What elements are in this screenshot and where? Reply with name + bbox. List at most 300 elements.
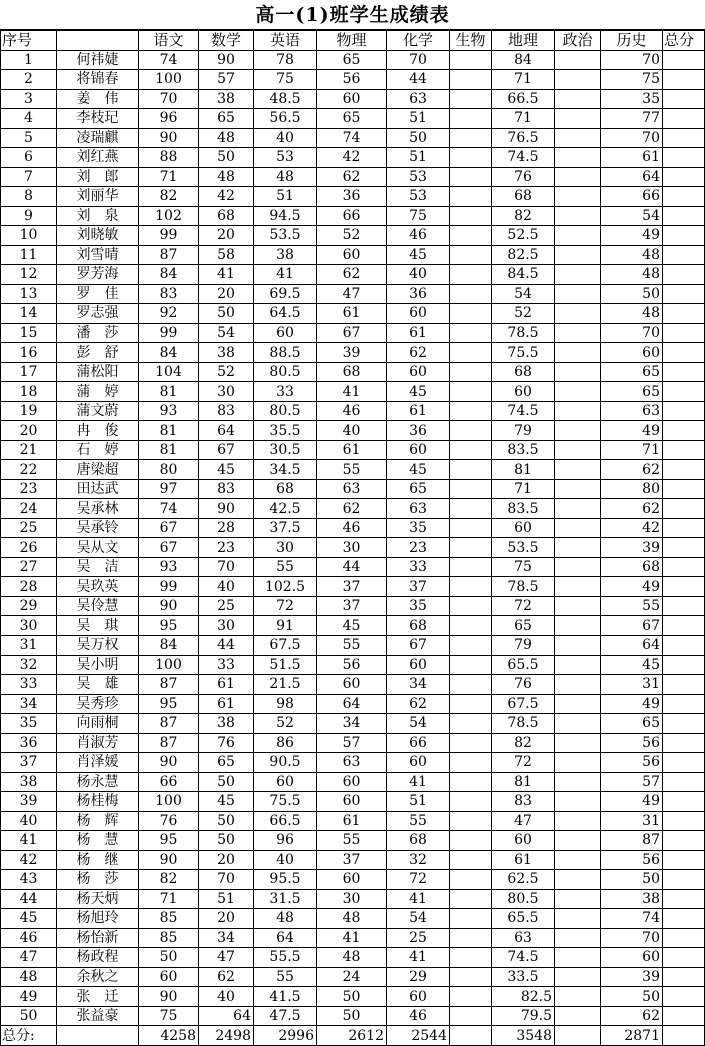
- cell-name[interactable]: 将锦春: [57, 70, 139, 90]
- cell-english[interactable]: 75.5: [254, 792, 317, 812]
- cell-history[interactable]: 60: [601, 343, 663, 363]
- cell-biology[interactable]: [450, 616, 492, 636]
- cell-name[interactable]: 凌瑞麒: [57, 128, 139, 148]
- cell-total[interactable]: [663, 714, 705, 734]
- cell-name[interactable]: 向雨桐: [57, 714, 139, 734]
- cell-chemistry[interactable]: 35: [387, 518, 450, 538]
- cell-seq[interactable]: 47: [1, 948, 57, 968]
- cell-total[interactable]: [663, 89, 705, 109]
- cell-name[interactable]: 姜 伟: [57, 89, 139, 109]
- cell-seq[interactable]: 26: [1, 538, 57, 558]
- cell-english[interactable]: 80.5: [254, 401, 317, 421]
- cell-total[interactable]: [663, 675, 705, 695]
- cell-politics[interactable]: [555, 206, 601, 226]
- cell-geography[interactable]: 65.5: [492, 655, 555, 675]
- cell-chemistry[interactable]: 46: [387, 226, 450, 246]
- cell-chinese[interactable]: 84: [139, 635, 199, 655]
- cell-physics[interactable]: 46: [317, 518, 387, 538]
- cell-total[interactable]: [663, 987, 705, 1007]
- cell-seq[interactable]: 23: [1, 479, 57, 499]
- cell-name[interactable]: 刘 郎: [57, 167, 139, 187]
- cell-total[interactable]: [663, 362, 705, 382]
- cell-seq[interactable]: 34: [1, 694, 57, 714]
- cell-physics[interactable]: 56: [317, 70, 387, 90]
- cell-physics[interactable]: 62: [317, 265, 387, 285]
- cell-name[interactable]: 吴 琪: [57, 616, 139, 636]
- cell-math[interactable]: 64: [199, 1006, 254, 1026]
- total-math[interactable]: 2498: [199, 1026, 254, 1046]
- cell-politics[interactable]: [555, 70, 601, 90]
- cell-seq[interactable]: 16: [1, 343, 57, 363]
- cell-seq[interactable]: 7: [1, 167, 57, 187]
- cell-biology[interactable]: [450, 518, 492, 538]
- cell-history[interactable]: 38: [601, 889, 663, 909]
- cell-geography[interactable]: 68: [492, 362, 555, 382]
- cell-name[interactable]: 刘晓敏: [57, 226, 139, 246]
- cell-geography[interactable]: 80.5: [492, 889, 555, 909]
- cell-biology[interactable]: [450, 655, 492, 675]
- cell-seq[interactable]: 8: [1, 187, 57, 207]
- cell-chinese[interactable]: 85: [139, 909, 199, 929]
- cell-seq[interactable]: 33: [1, 675, 57, 695]
- cell-total[interactable]: [663, 948, 705, 968]
- cell-politics[interactable]: [555, 304, 601, 324]
- cell-chinese[interactable]: 85: [139, 928, 199, 948]
- cell-politics[interactable]: [555, 675, 601, 695]
- cell-geography[interactable]: 52.5: [492, 226, 555, 246]
- cell-total[interactable]: [663, 499, 705, 519]
- cell-name[interactable]: 肖淑芳: [57, 733, 139, 753]
- cell-history[interactable]: 50: [601, 870, 663, 890]
- cell-chinese[interactable]: 95: [139, 694, 199, 714]
- cell-geography[interactable]: 83.5: [492, 440, 555, 460]
- cell-politics[interactable]: [555, 616, 601, 636]
- cell-total[interactable]: [663, 518, 705, 538]
- cell-math[interactable]: 34: [199, 928, 254, 948]
- cell-geography[interactable]: 82.5: [492, 245, 555, 265]
- cell-politics[interactable]: [555, 440, 601, 460]
- cell-chemistry[interactable]: 54: [387, 714, 450, 734]
- cell-math[interactable]: 25: [199, 596, 254, 616]
- cell-chinese[interactable]: 71: [139, 889, 199, 909]
- cell-name[interactable]: 罗芳海: [57, 265, 139, 285]
- cell-physics[interactable]: 24: [317, 967, 387, 987]
- cell-total[interactable]: [663, 245, 705, 265]
- cell-politics[interactable]: [555, 499, 601, 519]
- cell-total[interactable]: [663, 206, 705, 226]
- cell-physics[interactable]: 36: [317, 187, 387, 207]
- cell-english[interactable]: 60: [254, 772, 317, 792]
- cell-seq[interactable]: 18: [1, 382, 57, 402]
- cell-chemistry[interactable]: 63: [387, 499, 450, 519]
- cell-seq[interactable]: 2: [1, 70, 57, 90]
- cell-english[interactable]: 53.5: [254, 226, 317, 246]
- cell-name[interactable]: 杨天炳: [57, 889, 139, 909]
- cell-history[interactable]: 64: [601, 635, 663, 655]
- cell-seq[interactable]: 22: [1, 460, 57, 480]
- cell-chinese[interactable]: 50: [139, 948, 199, 968]
- cell-name[interactable]: 潘 莎: [57, 323, 139, 343]
- cell-total[interactable]: [663, 753, 705, 773]
- cell-english[interactable]: 30: [254, 538, 317, 558]
- cell-biology[interactable]: [450, 850, 492, 870]
- cell-biology[interactable]: [450, 694, 492, 714]
- cell-physics[interactable]: 47: [317, 284, 387, 304]
- cell-chinese[interactable]: 81: [139, 421, 199, 441]
- cell-total[interactable]: [663, 909, 705, 929]
- cell-physics[interactable]: 40: [317, 421, 387, 441]
- cell-chemistry[interactable]: 62: [387, 694, 450, 714]
- cell-history[interactable]: 66: [601, 187, 663, 207]
- cell-total[interactable]: [663, 284, 705, 304]
- cell-history[interactable]: 61: [601, 148, 663, 168]
- cell-math[interactable]: 20: [199, 850, 254, 870]
- cell-seq[interactable]: 10: [1, 226, 57, 246]
- cell-physics[interactable]: 60: [317, 792, 387, 812]
- cell-biology[interactable]: [450, 479, 492, 499]
- cell-biology[interactable]: [450, 187, 492, 207]
- cell-english[interactable]: 95.5: [254, 870, 317, 890]
- cell-chinese[interactable]: 102: [139, 206, 199, 226]
- cell-biology[interactable]: [450, 889, 492, 909]
- cell-politics[interactable]: [555, 753, 601, 773]
- cell-history[interactable]: 56: [601, 850, 663, 870]
- cell-physics[interactable]: 37: [317, 850, 387, 870]
- cell-chemistry[interactable]: 36: [387, 421, 450, 441]
- cell-seq[interactable]: 49: [1, 987, 57, 1007]
- cell-chinese[interactable]: 100: [139, 70, 199, 90]
- cell-politics[interactable]: [555, 518, 601, 538]
- cell-biology[interactable]: [450, 226, 492, 246]
- cell-english[interactable]: 98: [254, 694, 317, 714]
- cell-biology[interactable]: [450, 440, 492, 460]
- cell-name[interactable]: 吴 洁: [57, 557, 139, 577]
- cell-chinese[interactable]: 76: [139, 811, 199, 831]
- header-physics[interactable]: 物理: [317, 31, 387, 51]
- cell-chemistry[interactable]: 60: [387, 987, 450, 1007]
- cell-total[interactable]: [663, 304, 705, 324]
- cell-physics[interactable]: 67: [317, 323, 387, 343]
- cell-history[interactable]: 57: [601, 772, 663, 792]
- cell-math[interactable]: 30: [199, 382, 254, 402]
- cell-name[interactable]: 肖泽媛: [57, 753, 139, 773]
- cell-name[interactable]: 何祎婕: [57, 50, 139, 70]
- cell-chinese[interactable]: 87: [139, 714, 199, 734]
- cell-english[interactable]: 35.5: [254, 421, 317, 441]
- cell-geography[interactable]: 74.5: [492, 401, 555, 421]
- cell-biology[interactable]: [450, 70, 492, 90]
- cell-politics[interactable]: [555, 655, 601, 675]
- cell-math[interactable]: 20: [199, 226, 254, 246]
- cell-math[interactable]: 54: [199, 323, 254, 343]
- cell-physics[interactable]: 60: [317, 870, 387, 890]
- cell-english[interactable]: 94.5: [254, 206, 317, 226]
- cell-history[interactable]: 60: [601, 948, 663, 968]
- cell-history[interactable]: 49: [601, 694, 663, 714]
- cell-english[interactable]: 40: [254, 850, 317, 870]
- cell-biology[interactable]: [450, 499, 492, 519]
- cell-chemistry[interactable]: 35: [387, 596, 450, 616]
- cell-geography[interactable]: 81: [492, 772, 555, 792]
- cell-seq[interactable]: 27: [1, 557, 57, 577]
- cell-politics[interactable]: [555, 987, 601, 1007]
- cell-biology[interactable]: [450, 245, 492, 265]
- cell-politics[interactable]: [555, 772, 601, 792]
- cell-chemistry[interactable]: 75: [387, 206, 450, 226]
- cell-math[interactable]: 61: [199, 694, 254, 714]
- cell-geography[interactable]: 75: [492, 557, 555, 577]
- cell-geography[interactable]: 60: [492, 518, 555, 538]
- cell-name[interactable]: 李枝玘: [57, 109, 139, 129]
- cell-math[interactable]: 38: [199, 343, 254, 363]
- cell-physics[interactable]: 68: [317, 362, 387, 382]
- cell-name[interactable]: 吴 雄: [57, 675, 139, 695]
- cell-seq[interactable]: 4: [1, 109, 57, 129]
- cell-physics[interactable]: 57: [317, 733, 387, 753]
- cell-history[interactable]: 50: [601, 284, 663, 304]
- cell-chinese[interactable]: 93: [139, 557, 199, 577]
- cell-seq[interactable]: 32: [1, 655, 57, 675]
- cell-math[interactable]: 83: [199, 401, 254, 421]
- cell-physics[interactable]: 45: [317, 616, 387, 636]
- cell-english[interactable]: 33: [254, 382, 317, 402]
- cell-history[interactable]: 55: [601, 596, 663, 616]
- cell-geography[interactable]: 82: [492, 206, 555, 226]
- cell-biology[interactable]: [450, 870, 492, 890]
- cell-total[interactable]: [663, 616, 705, 636]
- cell-physics[interactable]: 66: [317, 206, 387, 226]
- cell-chemistry[interactable]: 66: [387, 733, 450, 753]
- cell-physics[interactable]: 62: [317, 167, 387, 187]
- cell-chinese[interactable]: 95: [139, 616, 199, 636]
- cell-english[interactable]: 56.5: [254, 109, 317, 129]
- cell-chemistry[interactable]: 51: [387, 792, 450, 812]
- cell-physics[interactable]: 55: [317, 460, 387, 480]
- cell-biology[interactable]: [450, 304, 492, 324]
- cell-chemistry[interactable]: 40: [387, 265, 450, 285]
- cell-english[interactable]: 30.5: [254, 440, 317, 460]
- cell-chemistry[interactable]: 53: [387, 187, 450, 207]
- cell-total[interactable]: [663, 577, 705, 597]
- cell-biology[interactable]: [450, 577, 492, 597]
- cell-physics[interactable]: 48: [317, 909, 387, 929]
- cell-politics[interactable]: [555, 128, 601, 148]
- cell-chinese[interactable]: 83: [139, 284, 199, 304]
- cell-politics[interactable]: [555, 870, 601, 890]
- cell-total[interactable]: [663, 557, 705, 577]
- cell-total[interactable]: [663, 187, 705, 207]
- cell-seq[interactable]: 5: [1, 128, 57, 148]
- cell-seq[interactable]: 9: [1, 206, 57, 226]
- cell-geography[interactable]: 47: [492, 811, 555, 831]
- cell-chinese[interactable]: 60: [139, 967, 199, 987]
- cell-physics[interactable]: 63: [317, 753, 387, 773]
- cell-total[interactable]: [663, 226, 705, 246]
- cell-history[interactable]: 56: [601, 753, 663, 773]
- cell-chemistry[interactable]: 46: [387, 1006, 450, 1026]
- cell-total[interactable]: [663, 792, 705, 812]
- cell-history[interactable]: 62: [601, 460, 663, 480]
- cell-politics[interactable]: [555, 850, 601, 870]
- cell-seq[interactable]: 42: [1, 850, 57, 870]
- cell-total[interactable]: [663, 109, 705, 129]
- cell-politics[interactable]: [555, 50, 601, 70]
- cell-history[interactable]: 42: [601, 518, 663, 538]
- cell-seq[interactable]: 40: [1, 811, 57, 831]
- cell-physics[interactable]: 65: [317, 109, 387, 129]
- cell-total[interactable]: [663, 440, 705, 460]
- cell-geography[interactable]: 84: [492, 50, 555, 70]
- cell-history[interactable]: 62: [601, 499, 663, 519]
- cell-chinese[interactable]: 99: [139, 323, 199, 343]
- cell-name[interactable]: 罗志强: [57, 304, 139, 324]
- cell-english[interactable]: 64: [254, 928, 317, 948]
- cell-chemistry[interactable]: 60: [387, 753, 450, 773]
- cell-math[interactable]: 44: [199, 635, 254, 655]
- cell-math[interactable]: 50: [199, 811, 254, 831]
- cell-math[interactable]: 70: [199, 557, 254, 577]
- cell-biology[interactable]: [450, 50, 492, 70]
- cell-history[interactable]: 35: [601, 89, 663, 109]
- cell-math[interactable]: 50: [199, 772, 254, 792]
- cell-geography[interactable]: 62.5: [492, 870, 555, 890]
- cell-name[interactable]: 罗 佳: [57, 284, 139, 304]
- cell-chinese[interactable]: 93: [139, 401, 199, 421]
- cell-biology[interactable]: [450, 401, 492, 421]
- cell-history[interactable]: 87: [601, 831, 663, 851]
- cell-chemistry[interactable]: 41: [387, 889, 450, 909]
- cell-english[interactable]: 55.5: [254, 948, 317, 968]
- cell-biology[interactable]: [450, 596, 492, 616]
- cell-seq[interactable]: 45: [1, 909, 57, 929]
- cell-math[interactable]: 50: [199, 148, 254, 168]
- cell-biology[interactable]: [450, 89, 492, 109]
- total-seq[interactable]: 总分:: [1, 1026, 57, 1046]
- cell-name[interactable]: 刘雪晴: [57, 245, 139, 265]
- cell-total[interactable]: [663, 733, 705, 753]
- cell-chemistry[interactable]: 68: [387, 831, 450, 851]
- cell-history[interactable]: 54: [601, 206, 663, 226]
- cell-chinese[interactable]: 90: [139, 128, 199, 148]
- cell-total[interactable]: [663, 128, 705, 148]
- cell-math[interactable]: 90: [199, 499, 254, 519]
- cell-biology[interactable]: [450, 909, 492, 929]
- cell-politics[interactable]: [555, 596, 601, 616]
- header-name[interactable]: [57, 31, 139, 51]
- cell-chinese[interactable]: 88: [139, 148, 199, 168]
- cell-history[interactable]: 39: [601, 967, 663, 987]
- cell-seq[interactable]: 3: [1, 89, 57, 109]
- cell-chinese[interactable]: 96: [139, 109, 199, 129]
- cell-chemistry[interactable]: 60: [387, 362, 450, 382]
- cell-name[interactable]: 吴承铃: [57, 518, 139, 538]
- cell-geography[interactable]: 60: [492, 382, 555, 402]
- cell-english[interactable]: 38: [254, 245, 317, 265]
- cell-biology[interactable]: [450, 382, 492, 402]
- cell-chinese[interactable]: 92: [139, 304, 199, 324]
- cell-english[interactable]: 48: [254, 167, 317, 187]
- cell-english[interactable]: 47.5: [254, 1006, 317, 1026]
- cell-english[interactable]: 51: [254, 187, 317, 207]
- cell-politics[interactable]: [555, 967, 601, 987]
- cell-physics[interactable]: 74: [317, 128, 387, 148]
- cell-name[interactable]: 冉 俊: [57, 421, 139, 441]
- cell-politics[interactable]: [555, 284, 601, 304]
- cell-physics[interactable]: 50: [317, 1006, 387, 1026]
- cell-name[interactable]: 余秋之: [57, 967, 139, 987]
- cell-english[interactable]: 88.5: [254, 343, 317, 363]
- header-politics[interactable]: 政治: [555, 31, 601, 51]
- cell-seq[interactable]: 6: [1, 148, 57, 168]
- cell-math[interactable]: 38: [199, 714, 254, 734]
- cell-chinese[interactable]: 95: [139, 831, 199, 851]
- cell-english[interactable]: 40: [254, 128, 317, 148]
- cell-total[interactable]: [663, 148, 705, 168]
- cell-history[interactable]: 67: [601, 616, 663, 636]
- cell-math[interactable]: 61: [199, 675, 254, 695]
- cell-biology[interactable]: [450, 792, 492, 812]
- cell-chinese[interactable]: 75: [139, 1006, 199, 1026]
- cell-english[interactable]: 86: [254, 733, 317, 753]
- cell-physics[interactable]: 50: [317, 987, 387, 1007]
- cell-geography[interactable]: 83.5: [492, 499, 555, 519]
- cell-geography[interactable]: 82: [492, 733, 555, 753]
- cell-chinese[interactable]: 74: [139, 50, 199, 70]
- cell-chemistry[interactable]: 44: [387, 70, 450, 90]
- cell-chemistry[interactable]: 32: [387, 850, 450, 870]
- cell-math[interactable]: 48: [199, 167, 254, 187]
- cell-chemistry[interactable]: 37: [387, 577, 450, 597]
- cell-name[interactable]: 张益豪: [57, 1006, 139, 1026]
- cell-chinese[interactable]: 66: [139, 772, 199, 792]
- cell-biology[interactable]: [450, 635, 492, 655]
- cell-english[interactable]: 67.5: [254, 635, 317, 655]
- cell-total[interactable]: [663, 538, 705, 558]
- cell-chemistry[interactable]: 55: [387, 811, 450, 831]
- cell-english[interactable]: 51.5: [254, 655, 317, 675]
- cell-geography[interactable]: 61: [492, 850, 555, 870]
- cell-biology[interactable]: [450, 733, 492, 753]
- cell-total[interactable]: [663, 811, 705, 831]
- cell-english[interactable]: 78: [254, 50, 317, 70]
- header-geography[interactable]: 地理: [492, 31, 555, 51]
- cell-geography[interactable]: 84.5: [492, 265, 555, 285]
- cell-physics[interactable]: 61: [317, 304, 387, 324]
- cell-geography[interactable]: 76: [492, 675, 555, 695]
- cell-chemistry[interactable]: 68: [387, 616, 450, 636]
- cell-name[interactable]: 刘丽华: [57, 187, 139, 207]
- cell-history[interactable]: 31: [601, 811, 663, 831]
- cell-chinese[interactable]: 104: [139, 362, 199, 382]
- cell-total[interactable]: [663, 928, 705, 948]
- cell-geography[interactable]: 79: [492, 635, 555, 655]
- cell-math[interactable]: 70: [199, 870, 254, 890]
- cell-history[interactable]: 75: [601, 70, 663, 90]
- cell-biology[interactable]: [450, 128, 492, 148]
- cell-politics[interactable]: [555, 909, 601, 929]
- cell-total[interactable]: [663, 382, 705, 402]
- cell-physics[interactable]: 60: [317, 675, 387, 695]
- cell-math[interactable]: 65: [199, 753, 254, 773]
- cell-math[interactable]: 41: [199, 265, 254, 285]
- cell-seq[interactable]: 13: [1, 284, 57, 304]
- cell-biology[interactable]: [450, 167, 492, 187]
- cell-chemistry[interactable]: 45: [387, 460, 450, 480]
- cell-chinese[interactable]: 82: [139, 870, 199, 890]
- cell-name[interactable]: 杨政程: [57, 948, 139, 968]
- cell-total[interactable]: [663, 323, 705, 343]
- cell-physics[interactable]: 62: [317, 499, 387, 519]
